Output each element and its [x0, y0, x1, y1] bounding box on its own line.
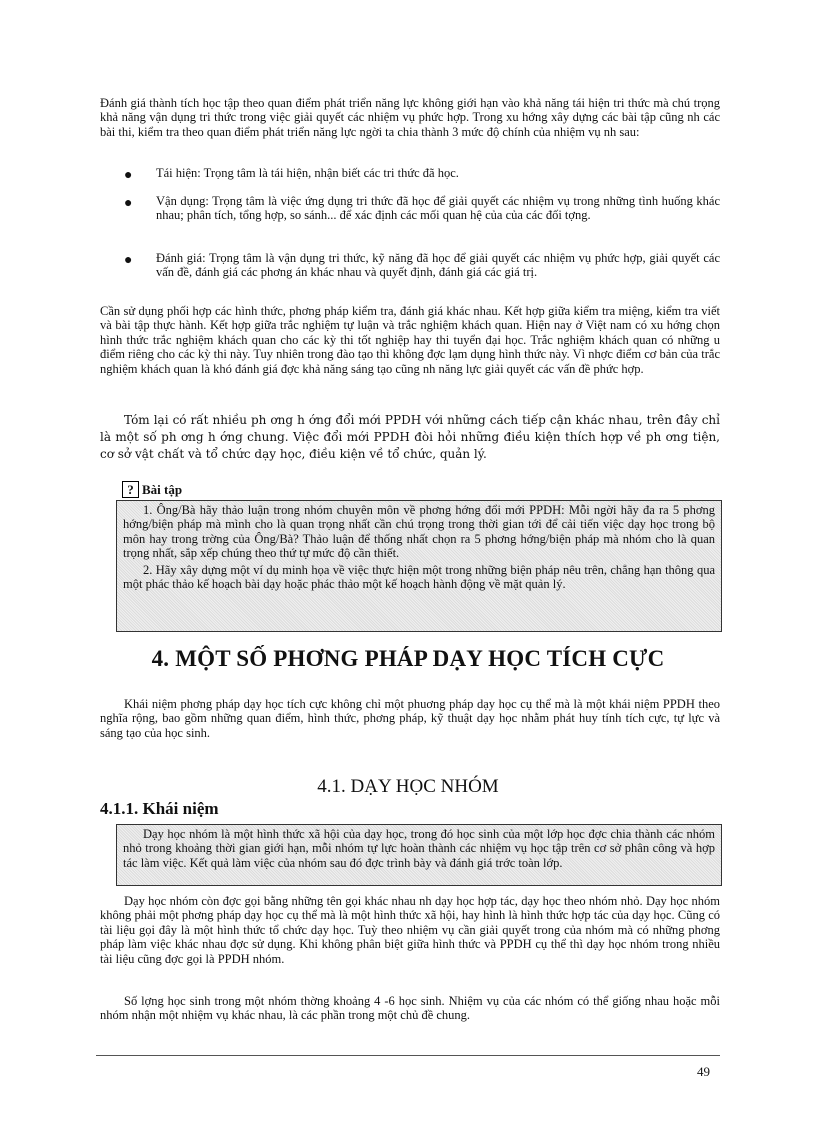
concept-paragraph: Khái niệm phơng pháp dạy học tích cực không chỉ một phuơng pháp dạy học cụ thể mà là một khái niệm PPDH theo nghĩa rộng, bao gồm những quan điểm, hình thức, phơng pháp, kỹ thuật dạy học nhằm phát huy tính tích cực, tự lực và sáng tạo của học sinh. — [100, 697, 720, 740]
methods-paragraph: Cần sử dụng phối hợp các hình thức, phơng pháp kiểm tra, đánh giá khác nhau. Kết hợp giữa kiểm tra miệng, kiểm tra viết và bài tập thực hành. Kết hợp giữa trắc nghiệm tự luận và trắc nghiệm khách quan. Hiện nay ở Việt nam có xu hớng chọn hình thức trắc nghiệm khách quan cho các kỳ thi tốt nghiệp hay thi tuyển đại học. Trắc nghiệm khách quan có những u điểm riêng cho các kỳ thi này. Tuy nhiên trong đào tạo thì không đợc lạm dụng hình thức này. Vì nhợc điểm cơ bản của trắc nghiệm khách quan là khó đánh giá đợc khả năng sáng tạo cũng nh năng lực giải quyết các vấn đề phức hợp. — [100, 304, 720, 376]
footer-divider — [96, 1055, 720, 1056]
subsection-heading: 4.1.1. Khái niệm — [100, 799, 219, 818]
exercise-label: ? Bài tập — [122, 481, 182, 498]
question-icon: ? — [122, 481, 139, 498]
intro-paragraph: Đánh giá thành tích học tập theo quan điểm phát triển năng lực không giới hạn vào khả năng tái hiện tri thức mà chú trọng khả năng vận dụng tri thức trong việc giải quyết các nhiệm vụ phức hợp. Trong xu hớng xây dựng các bài tập cũng nh các bài thi, kiểm tra theo quan điểm phát triển năng lực ngời ta chia thành 3 mức độ chính của nhiệm vụ nh sau: — [100, 96, 720, 139]
group-teaching-paragraph: Dạy học nhóm còn đợc gọi bằng những tên gọi khác nhau nh dạy học hợp tác, dạy học theo nhóm nhỏ. Dạy học nhóm không phải một phơng pháp dạy học cụ thể mà là một hình thức xã hội, hay hình là hình thức hợp tác của dạy học. Cũng có tài liệu gọi đây là một hình thức tổ chức dạy học. Tuỳ theo nhiệm vụ cần giải quyết trong của nhóm mà có những phơng pháp làm việc khác nhau đợc sử dụng. Khi không phân biệt giữa hình thức và PPDH cụ thể thì dạy học nhóm trong nhiều tài liệu cũng đợc gọi là PPDH nhóm. — [100, 894, 720, 966]
section-heading: 4.1. DẠY HỌC NHÓM — [317, 776, 499, 797]
exercise-item: 1. Ông/Bà hãy thảo luận trong nhóm chuyên môn về phơng hớng đổi mới PPDH: Mỗi ngời hãy đa ra 5 phơng hớng/biện pháp mà mình cho là quan trọng nhất cần chú trọng trong thời gian tới để cải tiến việc dạy học trong bộ môn hay trong trờng của Ông/Bà? Thảo luận để thống nhất chọn ra 5 phơng hớng/biện pháp mà nhóm cho là quan trọng nhất, sắp xếp chúng theo thứ tự mức độ cần thiết. — [123, 503, 715, 561]
exercise-box — [116, 500, 722, 632]
summary-paragraph: Tóm lại có rất nhiều ph ơng h ớng đổi mới PPDH với những cách tiếp cận khác nhau, trên đây chỉ là một số ph ơng h ớng chung. Việc đổi mới PPDH đòi hỏi những điều kiện thích hợp về ph ơng tiện, cơ sở vật chất và tổ chức dạy học, điều kiện về tổ chức, quản lý. — [100, 413, 720, 461]
bullet-item: ● Vận dụng: Trọng tâm là việc ứng dụng tri thức đã học để giải quyết các nhiệm vụ trong những tình huống khác nhau; phân tích, tổng hợp, so sánh... để xác định các mối quan hệ của của các đối tợng. — [124, 194, 720, 223]
bullet-item: ● Đánh giá: Trọng tâm là vận dụng tri thức, kỹ năng đã học để giải quyết các nhiệm vụ phức hợp, giải quyết các vấn đề, đánh giá các phơng án khác nhau và quyết định, đánh giá các giá trị. — [124, 251, 720, 280]
bullet-icon: ● — [124, 168, 133, 183]
chapter-heading: 4. MỘT SỐ PHƠNG PHÁP DẠY HỌC TÍCH CỰC — [151, 646, 665, 671]
bullet-icon: ● — [124, 196, 133, 211]
bullet-item: ● Tái hiện: Trọng tâm là tái hiện, nhận biết các tri thức đã học. — [124, 166, 459, 183]
page-number: 49 — [697, 1064, 710, 1079]
group-size-paragraph: Số lợng học sinh trong một nhóm thờng khoảng 4 -6 học sinh. Nhiệm vụ của các nhóm có thể giống nhau hoặc mỗi nhóm nhận một nhiệm vụ khác nhau, là các phần trong một chủ đề chung. — [100, 994, 720, 1023]
exercise-item: 2. Hãy xây dựng một ví dụ minh họa về việc thực hiện một trong những biện pháp nêu trên, chẳng hạn thông qua một phác thảo kế hoạch bài dạy hoặc phác thảo một kế hoạch hành động về mặt quản lý. — [123, 562, 715, 592]
definition-box: Dạy học nhóm là một hình thức xã hội của dạy học, trong đó học sinh của một lớp học đợc chia thành các nhóm nhỏ trong khoảng thời gian giới hạn, mỗi nhóm tự lực hoàn thành các nhiệm vụ học tập trên cơ sở phân công và hợp tác làm việc. Kết quả làm việc của nhóm sau đó đợc trình bày và đánh giá trớc toàn lớp. — [116, 824, 722, 886]
bullet-icon: ● — [124, 253, 133, 268]
